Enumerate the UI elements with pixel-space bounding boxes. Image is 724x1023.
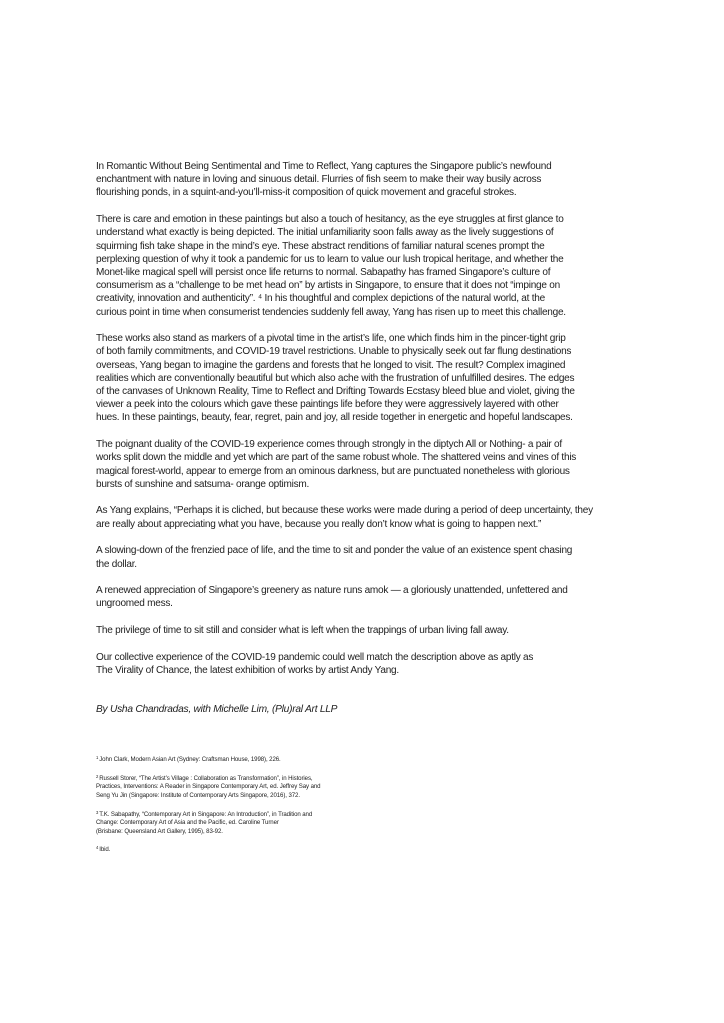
- text-line: the dollar.: [96, 558, 137, 570]
- footnote-line: [96, 844, 616, 855]
- text-line: As Yang explains, “Perhaps it is cliched, but because these works were made during a period of deep uncertainty, they: [96, 505, 593, 517]
- paragraph-3: [96, 332, 616, 424]
- footnote-line: (Brisbane: Queensland Art Gallery, 1995), 83-92.: [96, 827, 223, 835]
- paragraph-9: [96, 651, 616, 677]
- text-line: flourishing ponds, in a squint-and-you’ll-miss-it composition of quick movement and graceful strokes.: [96, 187, 517, 199]
- footnote-number: 3: [96, 809, 99, 815]
- text-line: There is care and emotion in these paintings but also a touch of hesitancy, as the eye struggles at first glance to: [96, 214, 564, 226]
- footnote-line: Practices, Interventions: A Reader in Singapore Contemporary Art, ed. Jeffrey Say and: [96, 783, 321, 791]
- paragraph-4: [96, 438, 616, 491]
- text-line: The poignant duality of the COVID-19 experience comes through strongly in the diptych All or Nothing- a pair of: [96, 439, 562, 451]
- text-line: of both family commitments, and COVID-19 travel restrictions. Unable to physically seek out far flung destinations: [96, 346, 572, 358]
- paragraph-2: [96, 213, 616, 319]
- text-line: understand what exactly is being depicted. The initial unfamiliarity soon falls away as the lively suggestions of: [96, 227, 554, 239]
- text-line: A slowing-down of the frenzied pace of life, and the time to sit and ponder the value of an existence spent chasing: [96, 545, 573, 557]
- footnote-text: John Clark, Modern Asian Art (Sydney: Craftsman House, 1998), 226.: [99, 756, 281, 764]
- footnote-line: Seng Yu Jin (Singapore: Institute of Contemporary Arts Singapore, 2016), 372.: [96, 792, 300, 800]
- footnote-text: Russell Storer, “The Artist’s Village : Collaboration as Transformation”, in Histories,: [99, 774, 313, 782]
- text-line: bursts of sunshine and satsuma- orange optimism.: [96, 478, 310, 490]
- footnote-line: [96, 773, 616, 784]
- text-line: In Romantic Without Being Sentimental and Time to Reflect, Yang captures the Singapore public’s newfound: [96, 161, 552, 172]
- author-byline: By Usha Chandradas, with Michelle Lim, (Plu)ral Art LLP: [96, 704, 338, 716]
- text-line: squirming fish take shape in the mind’s eye. These abstract renditions of familiar natural scenes prompt the: [96, 240, 545, 252]
- text-line: are really about appreciating what you have, because you really don’t know what is going to happen next.”: [96, 518, 542, 530]
- text-line: Our collective experience of the COVID-19 pandemic could well match the description above as aptly as: [96, 651, 534, 663]
- footnote-2: [96, 773, 616, 801]
- text-line: perplexing question of why it took a pandemic for us to learn to value our lush tropical heritage, and whether the: [96, 253, 564, 265]
- footnotes: [96, 754, 616, 855]
- text-line: creativity, innovation and authenticity”. ⁴ In his thoughtful and complex depictions of the natural world, at the: [96, 293, 545, 305]
- paragraph-6: [96, 544, 616, 570]
- paragraph-1: [96, 160, 616, 200]
- footnote-number: 1: [96, 755, 99, 761]
- text-line: Monet-like magical spell will persist once life returns to normal. Sabapathy has framed Singapore’s culture of: [96, 266, 551, 278]
- text-line: curious point in time when consumerist tendencies suddenly fell away, Yang has risen up to meet this challenge.: [96, 306, 566, 318]
- text-line: works split down the middle and yet which are part of the same robust whole. The shattered veins and vines of this: [96, 452, 577, 464]
- text-line: enchantment with nature in loving and sinuous detail. Flurries of fish seem to make their way busily across: [96, 174, 542, 186]
- footnote-1: [96, 754, 616, 765]
- footnote-3: [96, 809, 616, 837]
- footnote-text: T.K. Sabapathy, “Contemporary Art in Singapore: An Introduction”, in Tradition and: [99, 810, 313, 818]
- text-line: The privilege of time to sit still and consider what is left when the trappings of urban living fall away.: [96, 625, 509, 637]
- text-line: of the canvases of Unknown Reality, Time to Reflect and Drifting Towards Ecstasy bleed blue and violet, giving the: [96, 386, 575, 398]
- footnote-line: [96, 754, 616, 765]
- text-line: overseas, Yang began to imagine the gardens and forests that he longed to visit. The result? Complex imagined: [96, 359, 566, 371]
- paragraph-8: [96, 624, 616, 637]
- text-line: ungroomed mess.: [96, 598, 173, 610]
- footnote-number: 4: [96, 845, 99, 851]
- text-line: The Virality of Chance, the latest exhibition of works by artist Andy Yang.: [96, 665, 399, 677]
- footnote-line: [96, 809, 616, 820]
- text-line: realities which are conventionally beautiful but which also ache with the frustration of unfulfilled desires. The edges: [96, 372, 575, 384]
- text-line: A renewed appreciation of Singapore’s greenery as nature runs amok — a gloriously unattended, unfettered and: [96, 585, 568, 597]
- footnote-line: Change: Contemporary Art of Asia and the Pacific, ed. Caroline Turner: [96, 819, 279, 827]
- document-page: [96, 160, 616, 863]
- text-line: viewer a peek into the colours which gave these paintings life before they were aggressively layered with other: [96, 399, 559, 411]
- paragraph-5: [96, 504, 616, 530]
- body-text: [96, 160, 616, 677]
- text-line: hues. In these paintings, beauty, fear, regret, pain and joy, all reside together in energetic and hopeful landscapes.: [96, 412, 573, 424]
- text-line: magical forest-world, appear to emerge from an ominous darkness, but are punctuated nonetheless with glorious: [96, 465, 570, 477]
- footnote-number: 2: [96, 773, 99, 779]
- footnote-text: Ibid.: [99, 846, 111, 854]
- text-line: These works also stand as markers of a pivotal time in the artist’s life, one which finds him in the pincer-tight grip: [96, 333, 566, 345]
- paragraph-7: [96, 584, 616, 610]
- footnote-4: [96, 844, 616, 855]
- text-line: consumerism as a “challenge to be met head on” by artists in Singapore, to ensure that it does not “impinge on: [96, 280, 560, 292]
